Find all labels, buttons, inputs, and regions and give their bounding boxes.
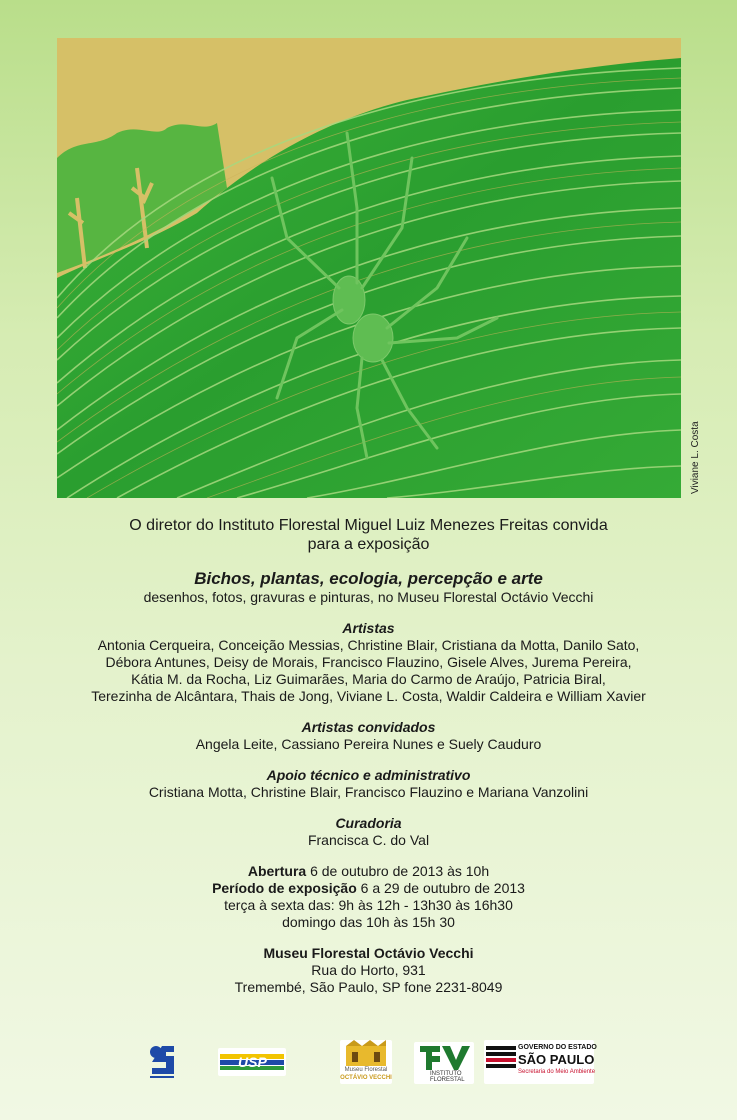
intro-line-2: para a exposição (307, 536, 430, 553)
artistas-line-2: Débora Antunes, Deisy de Morais, Francisco Flauzino, Gisele Alves, Jurema Pereira, (105, 654, 632, 670)
curadoria-text: Francisca C. do Val (307, 832, 430, 848)
museu-logo-line2: OCTÁVIO VECCHI (340, 1075, 392, 1081)
periodo-label: Período de exposição (212, 880, 357, 896)
weekday-hours: terça à sexta das: 9h às 12h - 13h30 às 16h30 (224, 897, 513, 913)
abertura-label: Abertura (247, 863, 307, 879)
convidados-heading: Artistas convidados (301, 719, 436, 735)
curadoria-heading: Curadoria (335, 815, 402, 831)
periodo-value: 6 a 29 de outubro de 2013 (356, 880, 525, 896)
artistas-line-3: Kátia M. da Rocha, Liz Guimarães, Maria do Carmo de Araújo, Patricia Biral, (131, 671, 606, 687)
usp-logo-text: USP (238, 1054, 267, 1070)
invitation-text (0, 516, 737, 996)
venue-street: Rua do Horto, 931 (311, 962, 426, 978)
venue-city: Tremembé, São Paulo, SP fone 2231-8049 (234, 979, 503, 995)
exhibition-title: Bichos, plantas, ecologia, percepção e arte (194, 569, 543, 588)
gov-logo-line2: SÃO PAULO (518, 1052, 595, 1067)
instituto-logo-line1: INSTITUTO (430, 1071, 462, 1077)
museu-logo-line1: Museu Florestal (344, 1067, 388, 1073)
venue-name: Museu Florestal Octávio Vecchi (263, 945, 474, 961)
apoio-heading: Apoio técnico e administrativo (266, 767, 471, 783)
artistas-line-1: Antonia Cerqueira, Conceição Messias, Christine Blair, Cristiana da Motta, Danilo Sato, (97, 637, 640, 653)
convidados-text: Angela Leite, Cassiano Pereira Nunes e Suely Cauduro (195, 736, 542, 752)
secretaria-logo (146, 1042, 178, 1082)
governo-sao-paulo-logo (484, 1040, 597, 1084)
gov-logo-line3: Secretaria do Meio Ambiente (518, 1069, 596, 1075)
instituto-florestal-logo (414, 1042, 474, 1084)
museu-florestal-logo (340, 1040, 392, 1084)
abertura-value: 6 de outubro de 2013 às 10h (306, 863, 490, 879)
abertura-line (0, 863, 737, 880)
exhibition-subtitle: desenhos, fotos, gravuras e pinturas, no Museu Florestal Octávio Vecchi (143, 589, 594, 605)
artwork-image (57, 38, 681, 498)
instituto-logo-line2: FLORESTAL (430, 1077, 465, 1083)
artistas-line-4: Terezinha de Alcântara, Thais de Jong, Viviane L. Costa, Waldir Caldeira e William Xavier (91, 688, 646, 704)
periodo-line (0, 880, 737, 897)
artistas-heading: Artistas (342, 620, 395, 636)
gov-logo-line1: GOVERNO DO ESTADO (518, 1044, 597, 1051)
sunday-hours: domingo das 10h às 15h 30 (282, 914, 455, 930)
apoio-text: Cristiana Motta, Christine Blair, Francisco Flauzino e Mariana Vanzolini (148, 784, 589, 800)
artwork-credit: Viviane L. Costa (690, 421, 701, 494)
sponsor-logos (0, 1036, 737, 1086)
intro-line-1: O diretor do Instituto Florestal Miguel Luiz Menezes Freitas convida (129, 517, 608, 534)
artwork-engraving (57, 38, 681, 498)
usp-logo (218, 1048, 286, 1076)
